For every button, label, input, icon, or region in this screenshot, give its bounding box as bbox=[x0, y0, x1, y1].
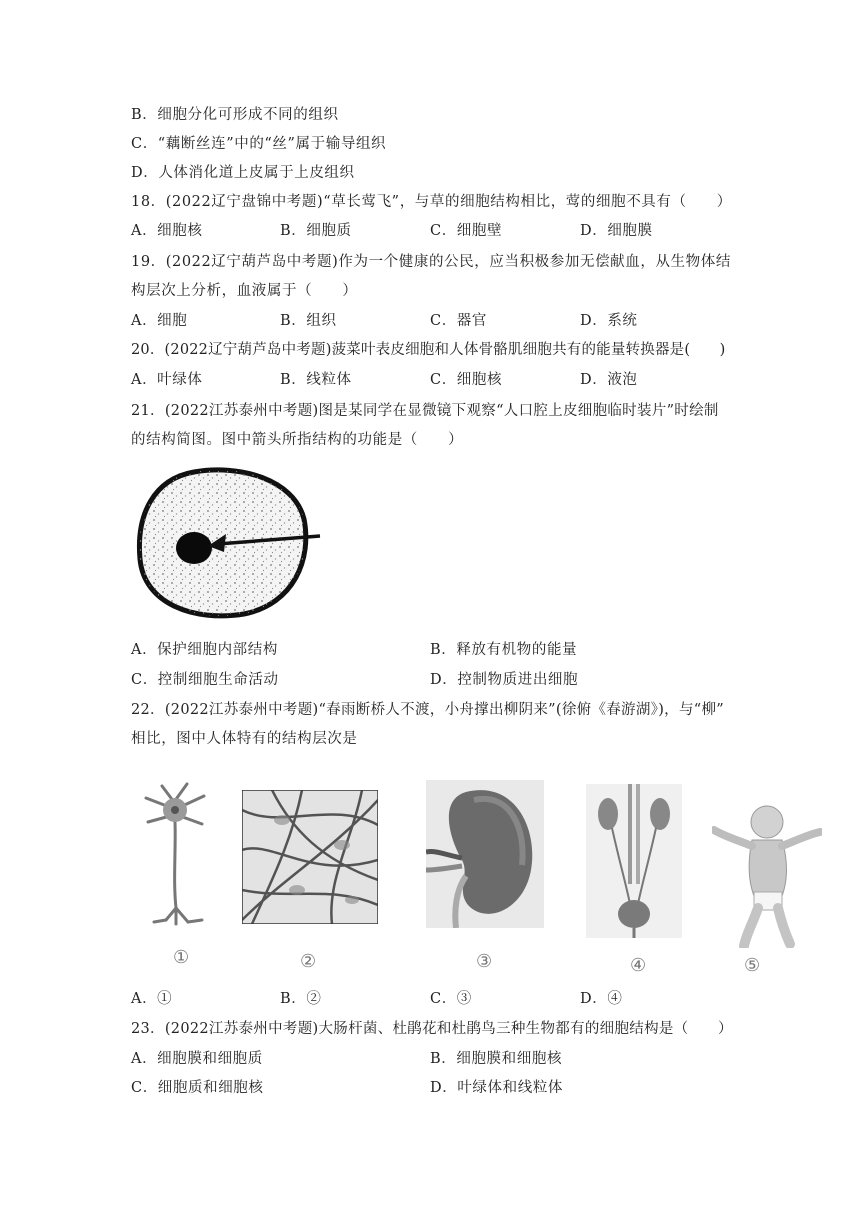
q20-stem: 20．(2022辽宁葫芦岛中考题)菠菜叶表皮细胞和人体骨骼肌细胞共有的能量转换器是( ) bbox=[131, 342, 726, 358]
q23-option-d: D．叶绿体和线粒体 bbox=[430, 1080, 564, 1096]
q17-option-d: D．人体消化道上皮属于上皮组织 bbox=[131, 165, 355, 181]
q19-option-c: C．器官 bbox=[430, 313, 487, 329]
q20-option-a: A．叶绿体 bbox=[131, 372, 203, 388]
q22-option-c: C．③ bbox=[430, 991, 472, 1007]
q22-option-b: B．② bbox=[280, 991, 322, 1007]
q22-stem-line2: 相比，图中人体特有的结构层次是 bbox=[131, 731, 358, 747]
q18-option-c: C．细胞壁 bbox=[430, 223, 503, 239]
q19-option-d: D．系统 bbox=[580, 313, 638, 329]
q21-stem-line2: 的结构简图。图中箭头所指结构的功能是（ ） bbox=[131, 432, 464, 448]
q17-option-b: B．细胞分化可形成不同的组织 bbox=[131, 107, 339, 123]
q21-option-b: B．释放有机物的能量 bbox=[430, 642, 578, 658]
q18-stem: 18．(2022辽宁盘锦中考题)“草长莺飞”，与草的细胞结构相比，莺的细胞不具有（ ） bbox=[131, 194, 732, 210]
kidney-figure bbox=[426, 780, 544, 928]
q17-option-c: C．“藕断丝连”中的“丝”属于输导组织 bbox=[131, 136, 387, 152]
q23-option-b: B．细胞膜和细胞核 bbox=[430, 1051, 563, 1067]
neuron-figure bbox=[132, 780, 217, 930]
q21-stem-line1: 21．(2022江苏泰州中考题)图是某同学在显微镜下观察“人口腔上皮细胞临时装片”时绘制 bbox=[131, 403, 719, 419]
q21-option-a: A．保护细胞内部结构 bbox=[131, 642, 278, 658]
q20-option-d: D．液泡 bbox=[580, 372, 638, 388]
q19-stem-line1: 19．(2022辽宁葫芦岛中考题)作为一个健康的公民，应当积极参加无偿献血，从生物体结 bbox=[131, 254, 731, 270]
figure-label-4: ④ bbox=[630, 955, 647, 976]
q19-option-b: B．组织 bbox=[280, 313, 337, 329]
q21-option-c: C．控制细胞生命活动 bbox=[131, 672, 279, 688]
figure-label-3: ③ bbox=[476, 951, 493, 972]
q20-option-c: C．细胞核 bbox=[430, 372, 503, 388]
q19-stem-line2: 构层次上分析，血液属于（ ） bbox=[131, 283, 358, 299]
figure-label-2: ② bbox=[300, 951, 317, 972]
q22-option-d: D．④ bbox=[580, 991, 623, 1007]
q21-option-d: D．控制物质进出细胞 bbox=[430, 672, 579, 688]
q18-option-b: B．细胞质 bbox=[280, 223, 352, 239]
tissue-figure bbox=[242, 790, 378, 924]
baby-figure bbox=[712, 800, 822, 948]
q22-option-a: A．① bbox=[131, 991, 173, 1007]
q19-option-a: A．细胞 bbox=[131, 313, 188, 329]
cheek-cell-figure bbox=[134, 464, 324, 624]
nucleus-shape bbox=[176, 532, 212, 564]
q23-stem: 23．(2022江苏泰州中考题)大肠杆菌、杜鹃花和杜鹃鸟三种生物都有的细胞结构是（ ） bbox=[131, 1021, 733, 1037]
figure-label-1: ① bbox=[173, 947, 190, 968]
q23-option-a: A．细胞膜和细胞质 bbox=[131, 1051, 263, 1067]
q22-stem-line1: 22．(2022江苏泰州中考题)“春雨断桥人不渡，小舟撑出柳阴来”(徐俯《春游湖》)，与“柳” bbox=[131, 702, 724, 718]
q20-option-b: B．线粒体 bbox=[280, 372, 352, 388]
q18-option-d: D．细胞膜 bbox=[580, 223, 653, 239]
figure-label-5: ⑤ bbox=[744, 955, 761, 976]
q18-option-a: A．细胞核 bbox=[131, 223, 203, 239]
q23-option-c: C．细胞质和细胞核 bbox=[131, 1080, 264, 1096]
urinary-system-figure bbox=[586, 784, 682, 938]
